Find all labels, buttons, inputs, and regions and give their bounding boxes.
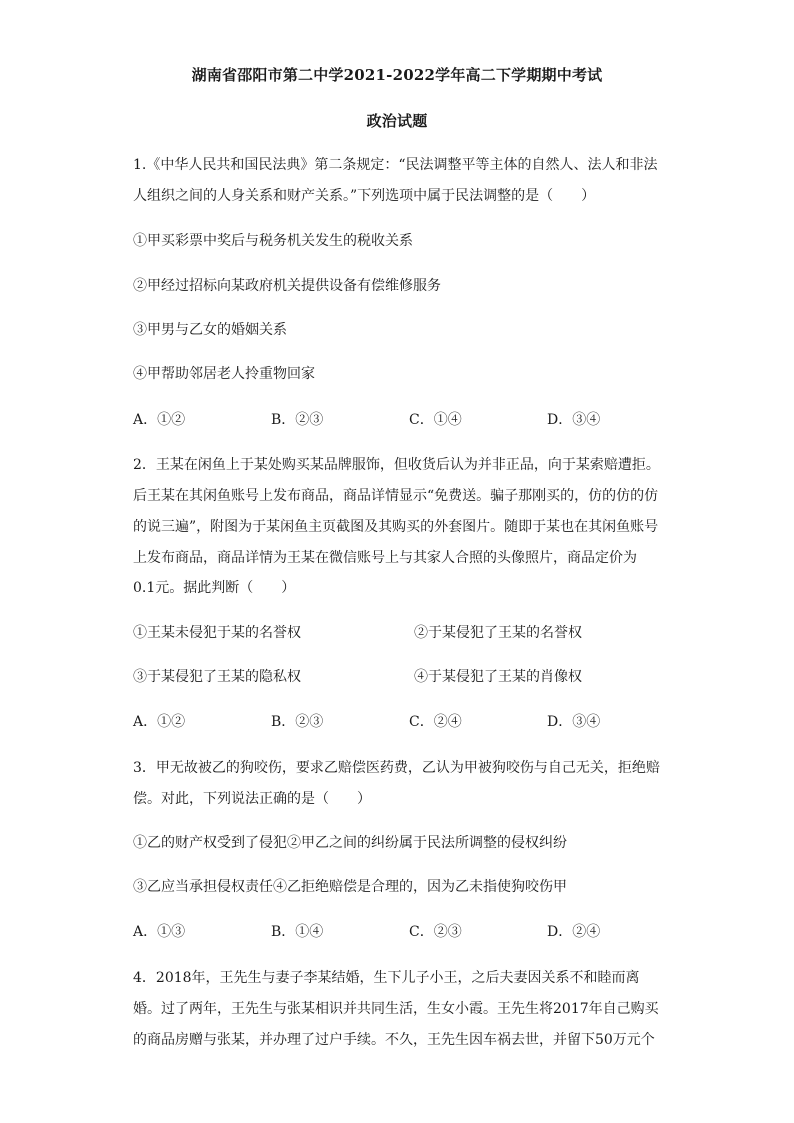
question-2-statement-1: ①王某未侵犯于某的名誉权: [133, 625, 301, 641]
question-3-choices: [133, 922, 673, 942]
question-4-line-1: 4．2018年，王先生与妻子李某结婚，生下儿子小王，之后夫妻因关系不和睦而离: [133, 970, 640, 986]
document-subtitle: 政治试题: [366, 112, 428, 130]
question-3-choice-d[interactable]: D．②④: [547, 924, 601, 940]
question-3-choice-a[interactable]: A．①③: [133, 924, 186, 940]
question-1-line-2: 人组织之间的人身关系和财产关系。”下列选项中属于民法调整的是（ ）: [133, 188, 596, 204]
question-1-statement-1: ①甲买彩票中奖后与税务机关发生的税收关系: [133, 233, 413, 249]
question-1-choice-d[interactable]: D．③④: [547, 412, 601, 428]
question-3-line-1: 3．甲无故被乙的狗咬伤，要求乙赔偿医药费，乙认为甲被狗咬伤与自己无关，拒绝赔: [133, 760, 660, 776]
question-2-statements-row-2: [133, 667, 673, 687]
question-2-line-3: 的说三遍”，附图为于某闲鱼主页截图及其购买的外套图片。随即于某也在其闲鱼账号: [133, 519, 659, 535]
question-2-choice-c[interactable]: C．②④: [409, 714, 462, 730]
question-2-line-4: 上发布商品，商品详情为王某在微信账号上与其家人合照的头像照片，商品定价为: [133, 550, 637, 566]
question-2-statements-row-1: [133, 623, 673, 643]
question-1-choices: [133, 410, 673, 430]
question-4-line-3: 的商品房赠与张某，并办理了过户手续。不久，王先生因车祸去世，并留下50万元个: [133, 1032, 655, 1048]
question-2-choice-a[interactable]: A．①②: [133, 714, 186, 730]
question-1-statement-4: ④甲帮助邻居老人拎重物回家: [133, 366, 315, 382]
question-2-choices: [133, 712, 673, 732]
question-2-statement-3: ③于某侵犯了王某的隐私权: [133, 669, 301, 685]
question-2-line-2: 后王某在其闲鱼账号上发布商品，商品详情显示“免费送。骗子那刚买的，仿的仿的仿: [133, 488, 659, 504]
question-3-choice-b[interactable]: B．①④: [271, 924, 324, 940]
question-1-choice-b[interactable]: B．②③: [271, 412, 324, 428]
question-2-line-1: 2．王某在闲鱼上于某处购买某品牌服饰，但收货后认为并非正品，向于某索赔遭拒。: [133, 457, 660, 473]
question-4-line-2: 婚。过了两年，王先生与张某相识并共同生活，生女小霞。王先生将2017年自己购买: [133, 1001, 659, 1017]
question-3-statement-1: ①乙的财产权受到了侵犯②甲乙之间的纠纷属于民法所调整的侵权纠纷: [133, 835, 567, 851]
question-2-line-5: 0.1元。据此判断（ ）: [133, 580, 296, 596]
question-2-statement-4: ④于某侵犯了王某的肖像权: [414, 669, 582, 685]
question-3-line-2: 偿。对此，下列说法正确的是（ ）: [133, 791, 371, 807]
question-2-statement-2: ②于某侵犯了王某的名誉权: [414, 625, 582, 641]
question-3-statement-2: ③乙应当承担侵权责任④乙拒绝赔偿是合理的，因为乙未指使狗咬伤甲: [133, 879, 567, 895]
question-1-line-1: 1.《中华人民共和国民法典》第二条规定：“民法调整平等主体的自然人、法人和非法: [133, 157, 658, 173]
question-1-statement-3: ③甲男与乙女的婚姻关系: [133, 322, 287, 338]
question-1-choice-c[interactable]: C．①④: [409, 412, 462, 428]
question-1-choice-a[interactable]: A．①②: [133, 412, 186, 428]
question-2-choice-b[interactable]: B．②③: [271, 714, 324, 730]
question-2-choice-d[interactable]: D．③④: [547, 714, 601, 730]
question-1-statement-2: ②甲经过招标向某政府机关提供设备有偿维修服务: [133, 278, 441, 294]
question-3-choice-c[interactable]: C．②③: [409, 924, 462, 940]
document-title: 湖南省邵阳市第二中学2021-2022学年高二下学期期中考试: [191, 66, 603, 84]
